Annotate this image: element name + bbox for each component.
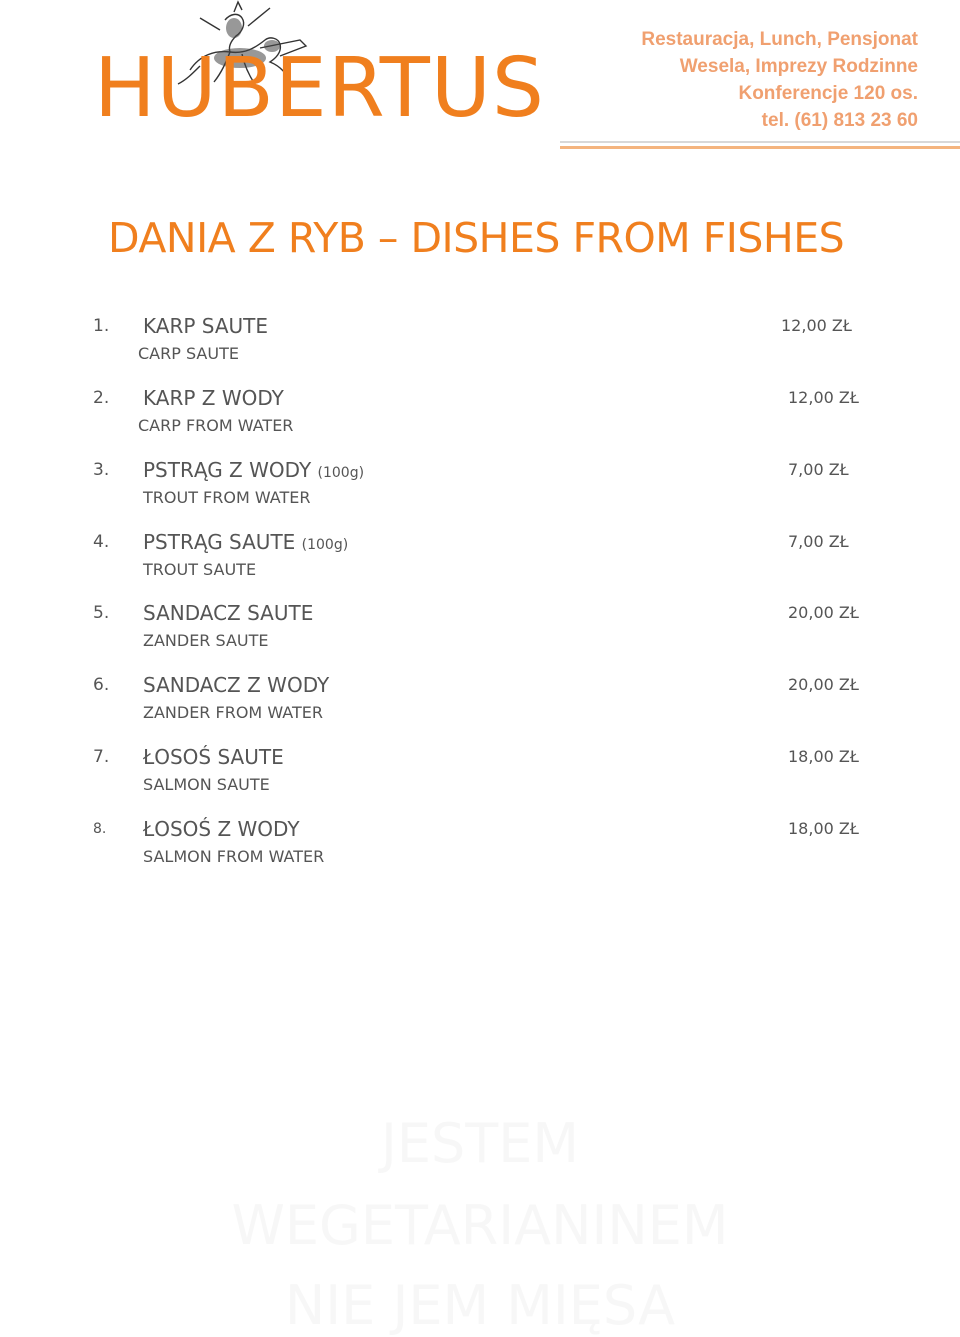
item-price: 18,00 ZŁ [788, 747, 859, 766]
item-quantity: (100g) [301, 537, 349, 553]
item-name-text: PSTRĄG SAUTE [143, 530, 296, 554]
item-name [143, 673, 329, 697]
contact-line: Wesela, Imprezy Rodzinne [679, 56, 918, 77]
item-price: 7,00 ZŁ [788, 532, 849, 551]
item-price: 18,00 ZŁ [788, 819, 859, 838]
menu-item [0, 314, 960, 374]
item-number: 6. [93, 675, 110, 695]
item-name-text: SANDACZ Z WODY [143, 673, 330, 697]
item-english-name: SALMON SAUTE [143, 775, 270, 794]
menu-item [0, 386, 960, 446]
item-english-name: ZANDER FROM WATER [143, 703, 323, 722]
item-price: 20,00 ZŁ [788, 603, 859, 622]
item-english-name: CARP SAUTE [138, 344, 239, 363]
item-name [143, 601, 313, 625]
item-quantity: (100g) [317, 465, 365, 481]
item-name [143, 458, 364, 482]
item-number: 8. [93, 821, 107, 837]
menu-item [0, 601, 960, 661]
header-divider [560, 141, 960, 143]
item-number: 2. [93, 388, 110, 408]
item-number: 4. [93, 532, 110, 552]
item-name [143, 386, 284, 410]
item-name-text: ŁOSOŚ Z WODY [143, 817, 300, 841]
menu-item [0, 458, 960, 518]
header [0, 0, 960, 150]
item-number: 1. [93, 316, 110, 336]
item-number: 5. [93, 603, 110, 623]
watermark-line: WEGETARIANINEM [231, 1194, 729, 1257]
logo-wordmark: HUBERTUS [94, 41, 545, 136]
item-name [143, 314, 268, 338]
item-english-name: TROUT SAUTE [143, 560, 257, 579]
contact-info [641, 26, 918, 134]
item-name-text: KARP Z WODY [143, 386, 284, 410]
menu-item [0, 745, 960, 805]
menu-item [0, 673, 960, 733]
item-name [143, 817, 300, 841]
watermark-line: NIE JEM MIĘSA [284, 1274, 676, 1337]
item-number: 7. [93, 747, 110, 767]
page-title: DANIA Z RYB – DISHES FROM FISHES [108, 214, 845, 262]
contact-line: Konferencje 120 os. [738, 83, 918, 104]
item-name-text: PSTRĄG Z WODY [143, 458, 312, 482]
item-name-text: ŁOSOŚ SAUTE [143, 745, 284, 769]
item-english-name: SALMON FROM WATER [143, 847, 325, 866]
item-name [143, 530, 348, 554]
contact-phone: tel. (61) 813 23 60 [761, 110, 918, 131]
menu-item [0, 817, 960, 877]
item-english-name: TROUT FROM WATER [143, 488, 311, 507]
item-name-text: KARP SAUTE [143, 314, 268, 338]
item-name-text: SANDACZ SAUTE [143, 601, 314, 625]
item-name [143, 745, 284, 769]
item-price: 12,00 ZŁ [781, 316, 852, 335]
item-number: 3. [93, 460, 110, 480]
header-divider-accent [560, 146, 960, 149]
item-price: 20,00 ZŁ [788, 675, 859, 694]
menu-item [0, 530, 960, 590]
item-english-name: ZANDER SAUTE [143, 631, 269, 650]
watermark-line: JESTEM [380, 1112, 580, 1175]
logo-text [94, 41, 545, 136]
item-english-name: CARP FROM WATER [138, 416, 294, 435]
logo [90, 0, 545, 140]
item-price: 7,00 ZŁ [788, 460, 849, 479]
contact-line: Restauracja, Lunch, Pensjonat [641, 29, 918, 50]
item-price: 12,00 ZŁ [788, 388, 859, 407]
